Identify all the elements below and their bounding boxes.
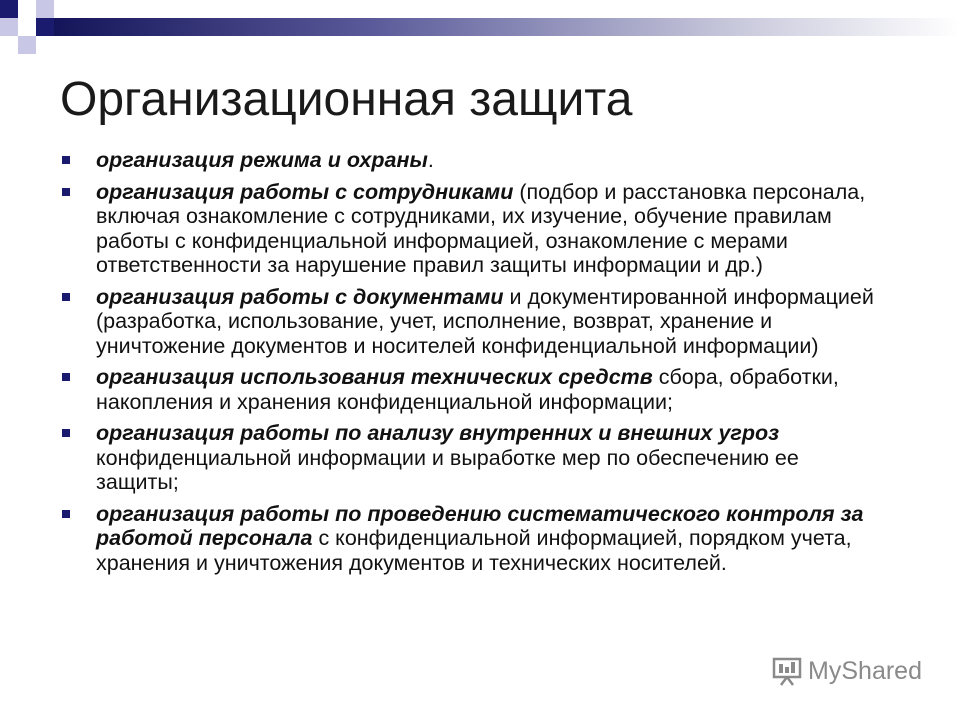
decor-square xyxy=(18,36,36,54)
decor-square xyxy=(0,0,18,18)
square-bullet-icon xyxy=(62,373,70,381)
watermark-text: MyShared xyxy=(808,656,922,685)
bullet-text: (подбор и расстановка персонала, включая ознакомление с сотрудниками, их изучение, обучение правилам работы с конфиденциальной информацией, ознакомление с мерами ответственности за нарушение правил защиты информации и др.) xyxy=(96,179,866,277)
presentation-board-icon xyxy=(772,656,802,686)
bullet-item xyxy=(60,502,880,576)
square-bullet-icon xyxy=(62,156,70,164)
square-bullet-icon xyxy=(62,293,70,301)
bullet-bold-text: организация режима и охраны xyxy=(96,148,428,172)
bullet-item xyxy=(60,148,880,173)
decor-square xyxy=(18,18,36,36)
bullet-item xyxy=(60,285,880,359)
square-bullet-icon xyxy=(62,510,70,518)
bullet-bold-text: организация использования технических средств xyxy=(96,365,653,389)
header-gradient-bar xyxy=(54,18,960,36)
bullet-bold-text: организация работы с документами xyxy=(96,284,504,309)
bullet-item xyxy=(60,180,880,278)
bullet-text: с конфиденциальной информацией, порядком учета, хранения и уничтожения документов и технических носителей. xyxy=(96,526,852,575)
bullet-text: и документированной информацией (разработка, использование, учет, исполнение, возврат, хранение и уничтожение документов и носителей конфиденциальной информации) xyxy=(96,284,874,358)
bullet-bold-text: организация работы с сотрудниками xyxy=(96,179,514,204)
bullet-list xyxy=(60,148,880,582)
bullet-bold-text: организация работы по анализу внутренних и внешних угроз xyxy=(96,421,780,445)
bullet-text: . xyxy=(427,148,434,172)
watermark xyxy=(772,656,922,686)
decor-square xyxy=(36,18,54,36)
bullet-item xyxy=(60,365,880,414)
square-bullet-icon xyxy=(62,429,70,437)
bullet-bold-text: организация работы по проведению систематического контроля за работой персонала xyxy=(96,501,864,550)
decor-square xyxy=(36,0,54,18)
decor-square xyxy=(0,18,18,36)
bullet-text: конфиденциальной информации и выработке мер по обеспечению ее защиты; xyxy=(96,445,799,494)
decor-square xyxy=(18,0,36,18)
bullet-text: сбора, обработки, накопления и хранения конфиденциальной информации; xyxy=(96,365,839,414)
square-bullet-icon xyxy=(62,188,70,196)
slide-title: Организационная защита xyxy=(60,73,633,126)
bullet-item xyxy=(60,421,880,495)
